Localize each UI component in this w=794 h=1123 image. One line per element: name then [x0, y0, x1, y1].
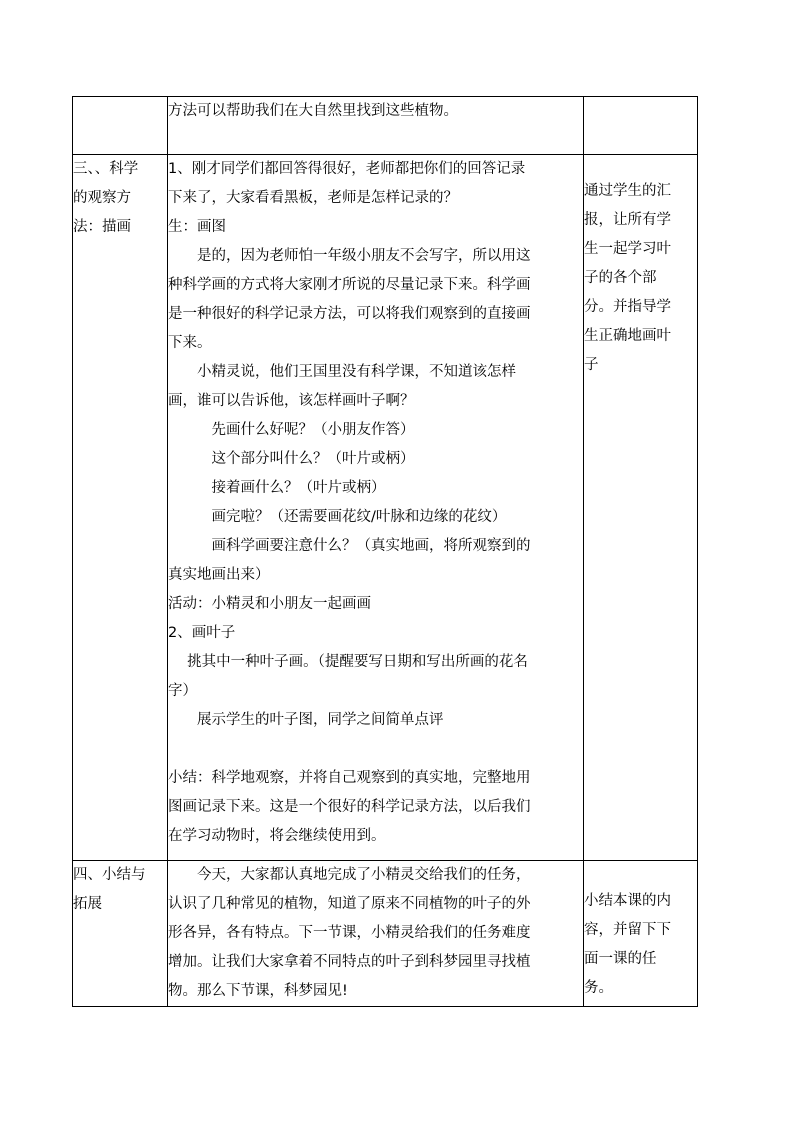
text-line: 方法可以帮助我们在大自然里找到这些植物。 [168, 103, 458, 119]
table-row [73, 861, 698, 1007]
text-line: 三、、科学 [73, 161, 139, 177]
text-line: 生正确地画叶 [584, 328, 671, 344]
text-line: 面一课的任 [584, 951, 657, 967]
text-line: 图画记录下来。这是一个很好的科学记录方法，以后我们 [168, 799, 531, 815]
text-line: 认识了几种常见的植物，知道了原来不同植物的叶子的外 [168, 896, 531, 912]
stage-cell [73, 155, 168, 861]
text-line: 在学习动物时，将会继续使用到。 [168, 828, 386, 844]
text-line: 形各异，各有特点。下一节课，小精灵给我们的任务难度 [168, 925, 531, 941]
text-line: 这个部分叫什么？（叶片或柄） [168, 451, 415, 467]
text-line: 是的，因为老师怕一年级小朋友不会写字，所以用这 [168, 248, 531, 264]
text-line: 先画什么好呢？（小朋友作答） [168, 422, 415, 438]
text-line: 通过学生的汇 [584, 183, 671, 199]
text-line: 子 [584, 357, 599, 373]
text-line: 下来了，大家看看黑板，老师是怎样记录的？ [168, 190, 458, 206]
text-line: 真实地画出来） [168, 567, 270, 583]
process-cell [168, 155, 584, 861]
stage-cell [73, 97, 168, 155]
text-line: 容，并留下下 [584, 922, 671, 938]
text-line: 生一起学习叶 [584, 241, 671, 257]
text-line: 拓展 [73, 896, 102, 912]
text-line: 法：描画 [73, 219, 131, 235]
text-line [168, 735, 583, 764]
text-line: 1、刚才同学们都回答得很好，老师都把你们的回答记录 [168, 161, 526, 177]
text-line: 报，让所有学 [584, 212, 671, 228]
text-line: 小结：科学地观察，并将自己观察到的真实地，完整地用 [168, 770, 531, 786]
table-row [73, 155, 698, 861]
text-line: 挑其中一种叶子画。（提醒要写日期和写出所画的花名 [168, 654, 528, 670]
purpose-cell [584, 155, 698, 861]
text-line: 生：画图 [168, 219, 226, 235]
text-line: 画完啦？（还需要画花纹/叶脉和边缘的花纹） [168, 509, 507, 525]
text-line: 下来。 [168, 335, 212, 351]
text-line: 小结本课的内 [584, 893, 671, 909]
text-line: 务。 [584, 980, 613, 996]
text-line: 的观察方 [73, 190, 131, 206]
text-line: 种科学画的方式将大家刚才所说的尽量记录下来。科学画 [168, 277, 531, 293]
text-line: 接着画什么？（叶片或柄） [168, 480, 386, 496]
text-line: 增加。让我们大家拿着不同特点的叶子到科梦园里寻找植 [168, 954, 531, 970]
text-line: 今天，大家都认真地完成了小精灵交给我们的任务， [168, 867, 531, 883]
text-line: 2、画叶子 [168, 625, 236, 641]
process-cell [168, 861, 584, 1007]
text-line: 画科学画要注意什么？（真实地画，将所观察到的 [168, 538, 531, 554]
text-line: 活动：小精灵和小朋友一起画画 [168, 596, 371, 612]
purpose-cell [584, 861, 698, 1007]
purpose-cell [584, 97, 698, 155]
lesson-plan-table [72, 96, 698, 1007]
text-line: 子的各个部 [584, 270, 657, 286]
text-line: 物。那么下节课，科梦园见! [168, 983, 348, 999]
text-line: 字） [168, 683, 197, 699]
process-cell [168, 97, 584, 155]
text-line: 展示学生的叶子图，同学之间简单点评 [168, 712, 444, 728]
text-line: 画，谁可以告诉他，该怎样画叶子啊？ [168, 393, 415, 409]
table-row [73, 97, 698, 155]
text-line: 是一种很好的科学记录方法，可以将我们观察到的直接画 [168, 306, 531, 322]
text-line: 小精灵说，他们王国里没有科学课，不知道该怎样 [168, 364, 516, 380]
text-line: 分。并指导学 [584, 299, 671, 315]
stage-cell [73, 861, 168, 1007]
text-line: 四、小结与 [73, 867, 146, 883]
